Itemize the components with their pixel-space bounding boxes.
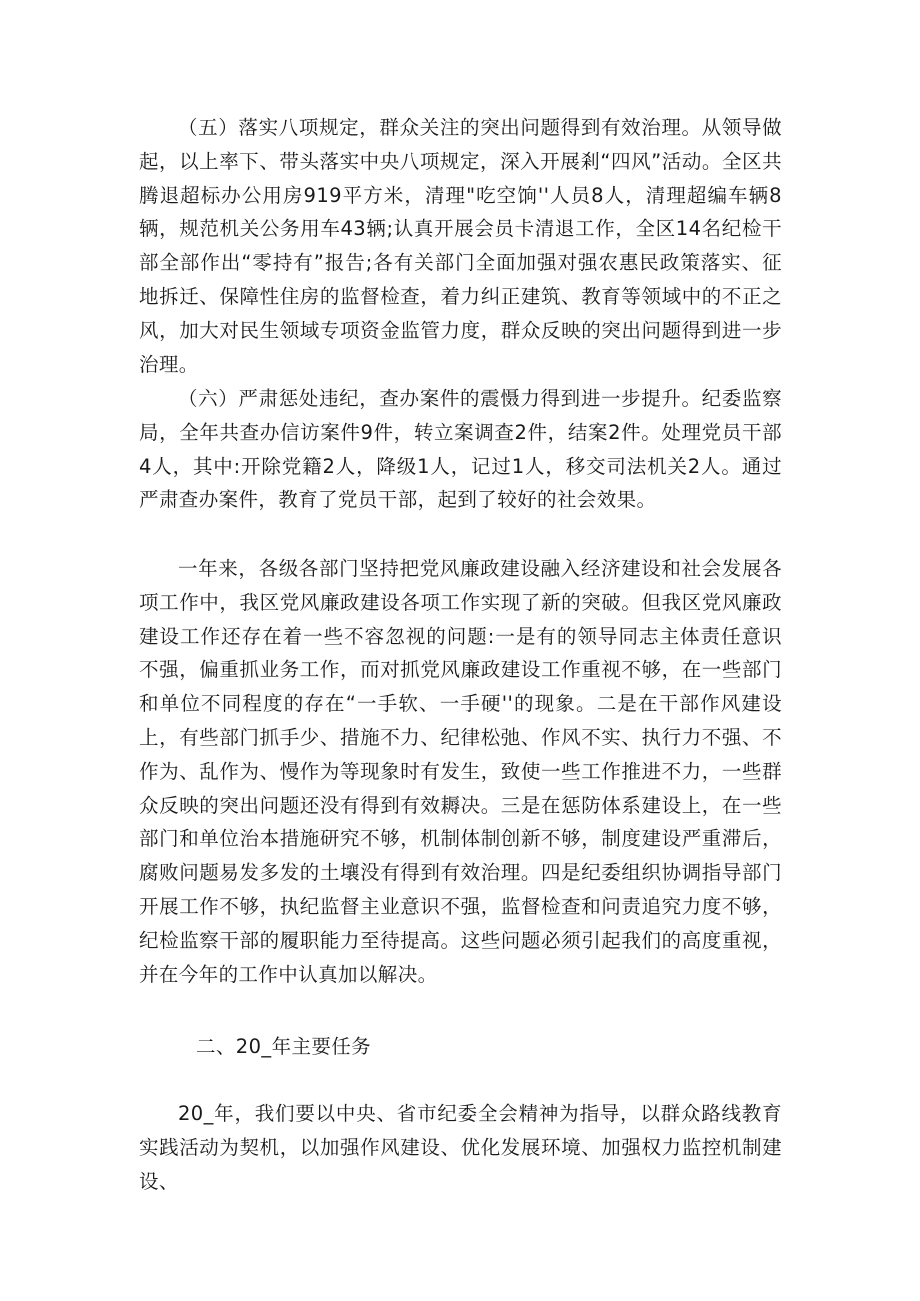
paragraph-six: （六）严肃惩处违纪，查办案件的震慑力得到进一步提升。纪委监察局，全年共查办信访案件9件，转立案调查2件，结案2件。处理党员干部4人，其中:开除党籍2人，降级1人，记过1人，移交司法机关2人。通过严肃查办案件，教育了党员干部，起到了较好的社会效果。	[139, 387, 782, 512]
paragraph-five: （五）落实八项规定，群众关注的突出问题得到有效治理。从领导做起，以上率下、带头落实中央八项规定，深入开展剎“四风”活动。全区共腾退超标办公用房919平方米，清理"吃空饷''人员8人，清理超编车辆8辆，规范机关公务用车43辆;认真开展会员卡清退工作，全区14名纪检干部全部作出“零持有”报告;各有关部门全面加强对强农惠民政策落实、征地拆迁、保障性住房的监督检查，着力纠正建筑、教育等领域中的不正之风，加大对民生领域专项资金监管力度，群众反映的突出问题得到进一步治理。	[139, 116, 782, 376]
paragraph-summary: 一年来，各级各部门坚持把党风廉政建设融入经济建设和社会发展各项工作中，我区党风廉政建设各项工作实现了新的突破。但我区党风廉政建设工作还存在着一些不容忽视的问题:一是有的领导同志主体责任意识不强，偏重抓业务工作，而对抓党风廉政建设工作重视不够，在一些部门和单位不同程度的存在“一手软、一手硬''的现象。二是在干部作风建设上，有些部门抓手少、措施不力、纪律松弛、作风不实、执行力不强、不作为、乱作为、慢作为等现象时有发生，致使一些工作推进不力，一些群众反映的突出问题还没有得到有效耨决。三是在惩防体系建设上，在一些部门和单位治本措施研究不够，机制体制创新不够，制度建设严重滞后，腐败问题易发多发的土壤没有得到有效治理。四是纪委组织协调指导部门开展工作不够，执纪监督主业意识不强，监督检查和问责追究力度不够，纪检监察干部的履职能力至待提高。这些问题必须引起我们的高度重视，并在今年的工作中认真加以解决。	[139, 557, 782, 986]
paragraph-tasks: 20_年，我们要以中央、省市纪委全会精神为指导，以群众路线教育实践活动为契机，以加强作风建设、优化发展环境、加强权力监控机制建设、	[139, 1102, 782, 1193]
section-heading: 二、20_年主要任务	[196, 1035, 372, 1058]
